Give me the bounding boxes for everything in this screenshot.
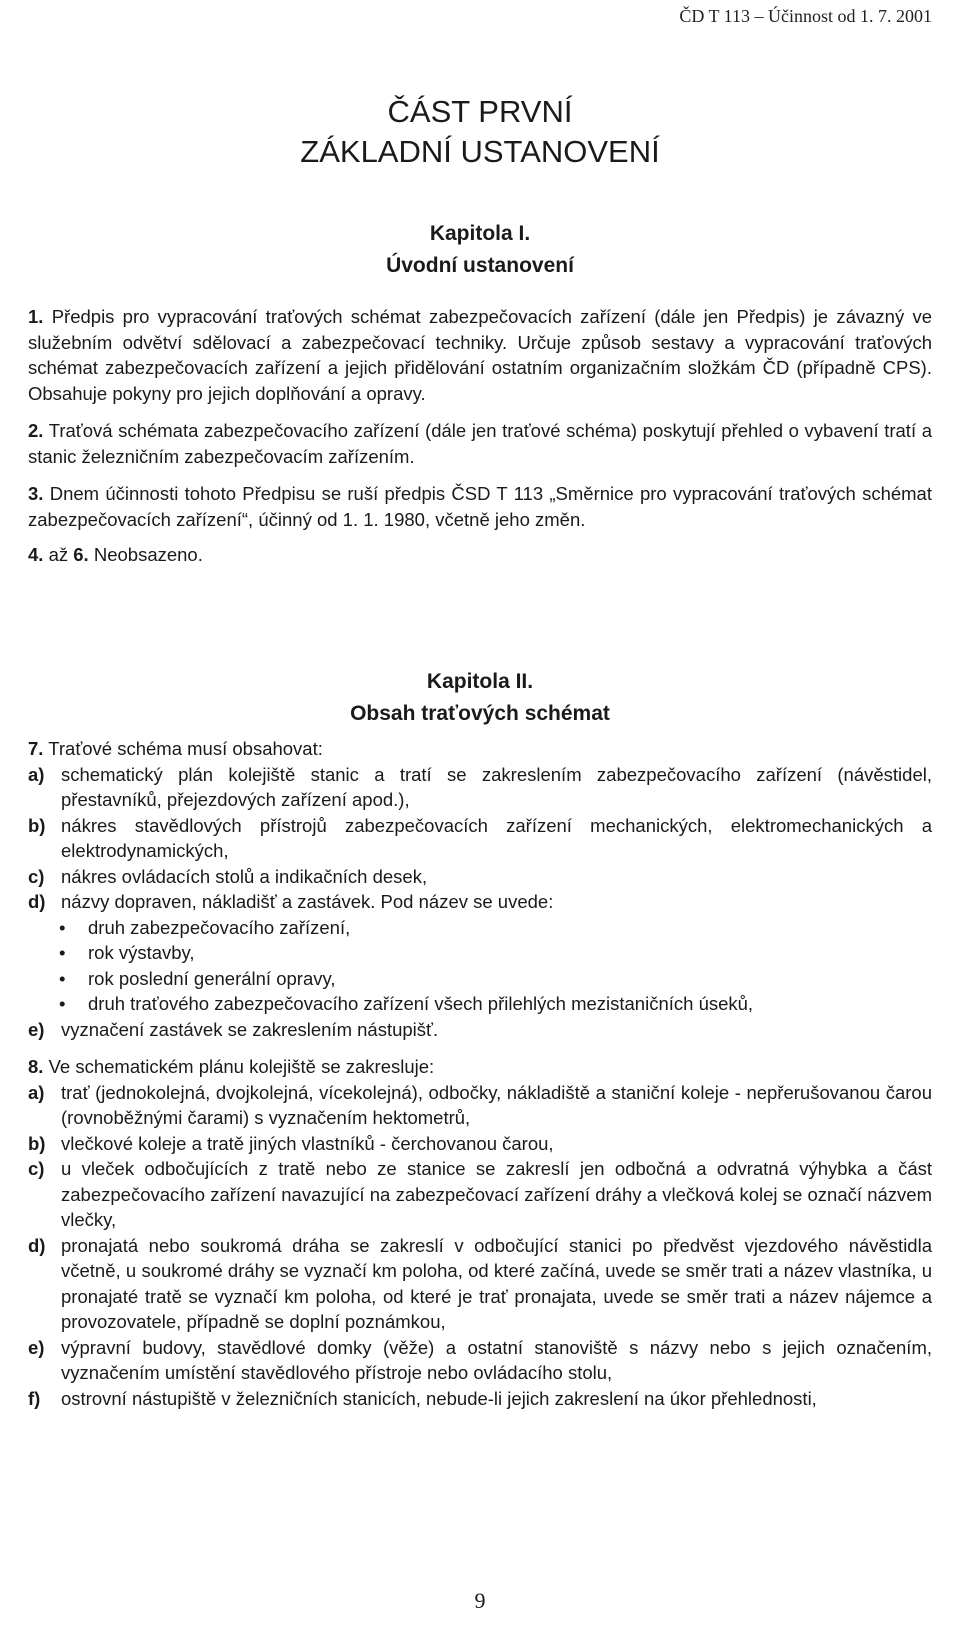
- item-label: e): [28, 1018, 45, 1040]
- item-label: a): [28, 763, 45, 785]
- item-text: pronajatá nebo soukromá dráha se zakreslí v odbočující stanici po předvěst vjezdového návěstidla včetně, u soukromé dráhy se vyznačí km poloha, od které začíná, uvede se směr trati a název vlastníka, u pronajaté tratě se vyznačí km poloha, od které je trať pronajata, uvede se směr trati a název nájemce a provozovatele, případně se doplní poznámkou,: [61, 1234, 932, 1332]
- paragraph-number: 2.: [28, 420, 44, 441]
- chapter-1-body: [28, 304, 932, 568]
- list-item: [28, 864, 932, 890]
- chapter-2-title: Kapitola II.: [426, 670, 534, 693]
- list-item: [28, 1335, 932, 1386]
- item-label: f): [28, 1387, 41, 1409]
- item-label: e): [28, 1336, 45, 1358]
- bullet-text: druh traťového zabezpečovacího zařízení všech přilehlých mezistaničních úseků,: [88, 993, 754, 1014]
- chapter-1-subtitle: Úvodní ustanovení: [386, 254, 574, 277]
- paragraph-number: 1.: [28, 306, 44, 327]
- paragraph-number: 7.: [28, 738, 44, 759]
- paragraph-1: [28, 304, 932, 406]
- item-label: d): [28, 891, 46, 912]
- paragraph-3: [28, 481, 932, 532]
- item-label: b): [28, 1132, 46, 1154]
- paragraph-number: 6.: [73, 544, 89, 565]
- paragraph-2: [28, 418, 932, 469]
- item-label: c): [28, 1158, 45, 1179]
- item-text: u vleček odbočujících z tratě nebo ze stanice se zakreslí jen odbočná a odvratná výhybka a část zabezpečovacího zařízení navazující na zabezpečovací zařízení dráhy a vlečková kolej se označí názvem vlečky,: [61, 1158, 932, 1230]
- chapter-2-body: [28, 736, 932, 1411]
- list-item: [28, 1156, 932, 1233]
- chapter-1-title: Kapitola I.: [429, 222, 531, 245]
- item-text: nákres stavědlových přístrojů zabezpečovacích zařízení mechanických, elektromechanických a elektrodynamických,: [61, 814, 932, 861]
- paragraph-7: [28, 736, 932, 762]
- paragraph-4-6: [28, 542, 932, 568]
- item-label: b): [28, 814, 46, 836]
- page-number: 9: [474, 1588, 486, 1613]
- list-item: [28, 1131, 932, 1157]
- item-text: schematický plán kolejiště stanic a tratí se zakreslením zabezpečovacího zařízení (návěstidel, přestavníků, přejezdových zařízení apod.),: [61, 763, 932, 810]
- bullet-item: [28, 915, 932, 941]
- paragraph-text: Předpis pro vypracování traťových schémat zabezpečovacích zařízení (dále jen Předpis) je závazný ve služebním odvětví sdělovací a zabezpečovací techniky. Určuje způsob sestavy a vypracování traťových schémat zabezpečovacích zařízení a jejich přidělování ostatním organizačním složkám ČD (případně CPS). Obsahuje pokyny pro jejich doplňování a opravy.: [28, 306, 933, 404]
- bullet-icon: •: [59, 993, 66, 1014]
- list-item: [28, 1386, 932, 1412]
- part-title: [0, 92, 960, 172]
- paragraph-text: Ve schematickém plánu kolejiště se zakresluje:: [48, 1056, 435, 1077]
- bullet-item: [28, 940, 932, 966]
- item-text: výpravní budovy, stavědlové domky (věže) a ostatní stanoviště s názvy nebo s jejich označením, vyznačením umístění stavědlového přístroje nebo ovládacího stolu,: [61, 1336, 932, 1383]
- list-item: [28, 1080, 932, 1131]
- item-text: vyznačení zastávek se zakreslením nástupišť.: [61, 1018, 439, 1040]
- paragraph-text: Neobsazeno.: [93, 544, 203, 565]
- list-item: [28, 1017, 932, 1043]
- paragraph-text: Traťová schémata zabezpečovacího zařízení (dále jen traťové schéma) poskytují přehled o vybavení tratí a stanic železničním zabezpečovacím zařízením.: [28, 420, 932, 467]
- list-item: [28, 762, 932, 813]
- part-title-line2: ZÁKLADNÍ USTANOVENÍ: [300, 134, 660, 169]
- paragraph-number: 4.: [28, 544, 44, 565]
- chapter-2-heading: [0, 666, 960, 730]
- bullet-text: rok poslední generální opravy,: [88, 967, 336, 989]
- item-label: d): [28, 1234, 46, 1256]
- list-item: [28, 889, 932, 915]
- part-title-line1: ČÁST PRVNÍ: [387, 94, 573, 129]
- paragraph-8: [28, 1054, 932, 1080]
- running-header: ČD T 113 – Účinnost od 1. 7. 2001: [679, 6, 932, 26]
- bullet-icon: •: [59, 942, 66, 963]
- bullet-text: rok výstavby,: [88, 942, 195, 963]
- item-text: ostrovní nástupiště v železničních stanicích, nebude-li jejich zakreslení na úkor přehlednosti,: [61, 1387, 817, 1409]
- bullet-icon: •: [59, 967, 66, 989]
- item-text: trať (jednokolejná, dvojkolejná, vícekolejná), odbočky, nákladiště a staniční koleje - nepřerušovanou čarou (rovnoběžnými čarami) s vyznačením hektometrů,: [61, 1081, 932, 1128]
- bullet-item: [28, 991, 932, 1017]
- paragraph-text: Dnem účinnosti tohoto Předpisu se ruší předpis ČSD T 113 „Směrnice pro vypracování traťových schémat zabezpečovacích zařízení“, účinný od 1. 1. 1980, včetně jeho změn.: [28, 483, 932, 530]
- paragraph-text: Traťové schéma musí obsahovat:: [48, 738, 323, 759]
- item-text: názvy dopraven, nákladišť a zastávek. Pod název se uvede:: [61, 891, 554, 912]
- bullet-icon: •: [59, 916, 66, 938]
- item-text: vlečkové koleje a tratě jiných vlastníků - čerchovanou čarou,: [61, 1132, 554, 1154]
- list-item: [28, 1233, 932, 1335]
- list-item: [28, 813, 932, 864]
- item-label: c): [28, 865, 45, 887]
- bullet-text: druh zabezpečovacího zařízení,: [88, 916, 351, 938]
- paragraph-number: 8.: [28, 1056, 44, 1077]
- range-word: až: [48, 544, 69, 565]
- chapter-1-heading: [0, 218, 960, 282]
- bullet-item: [28, 966, 932, 992]
- item-label: a): [28, 1081, 45, 1103]
- chapter-2-subtitle: Obsah traťových schémat: [350, 702, 610, 725]
- paragraph-number: 3.: [28, 483, 44, 504]
- item-text: nákres ovládacích stolů a indikačních desek,: [61, 865, 428, 887]
